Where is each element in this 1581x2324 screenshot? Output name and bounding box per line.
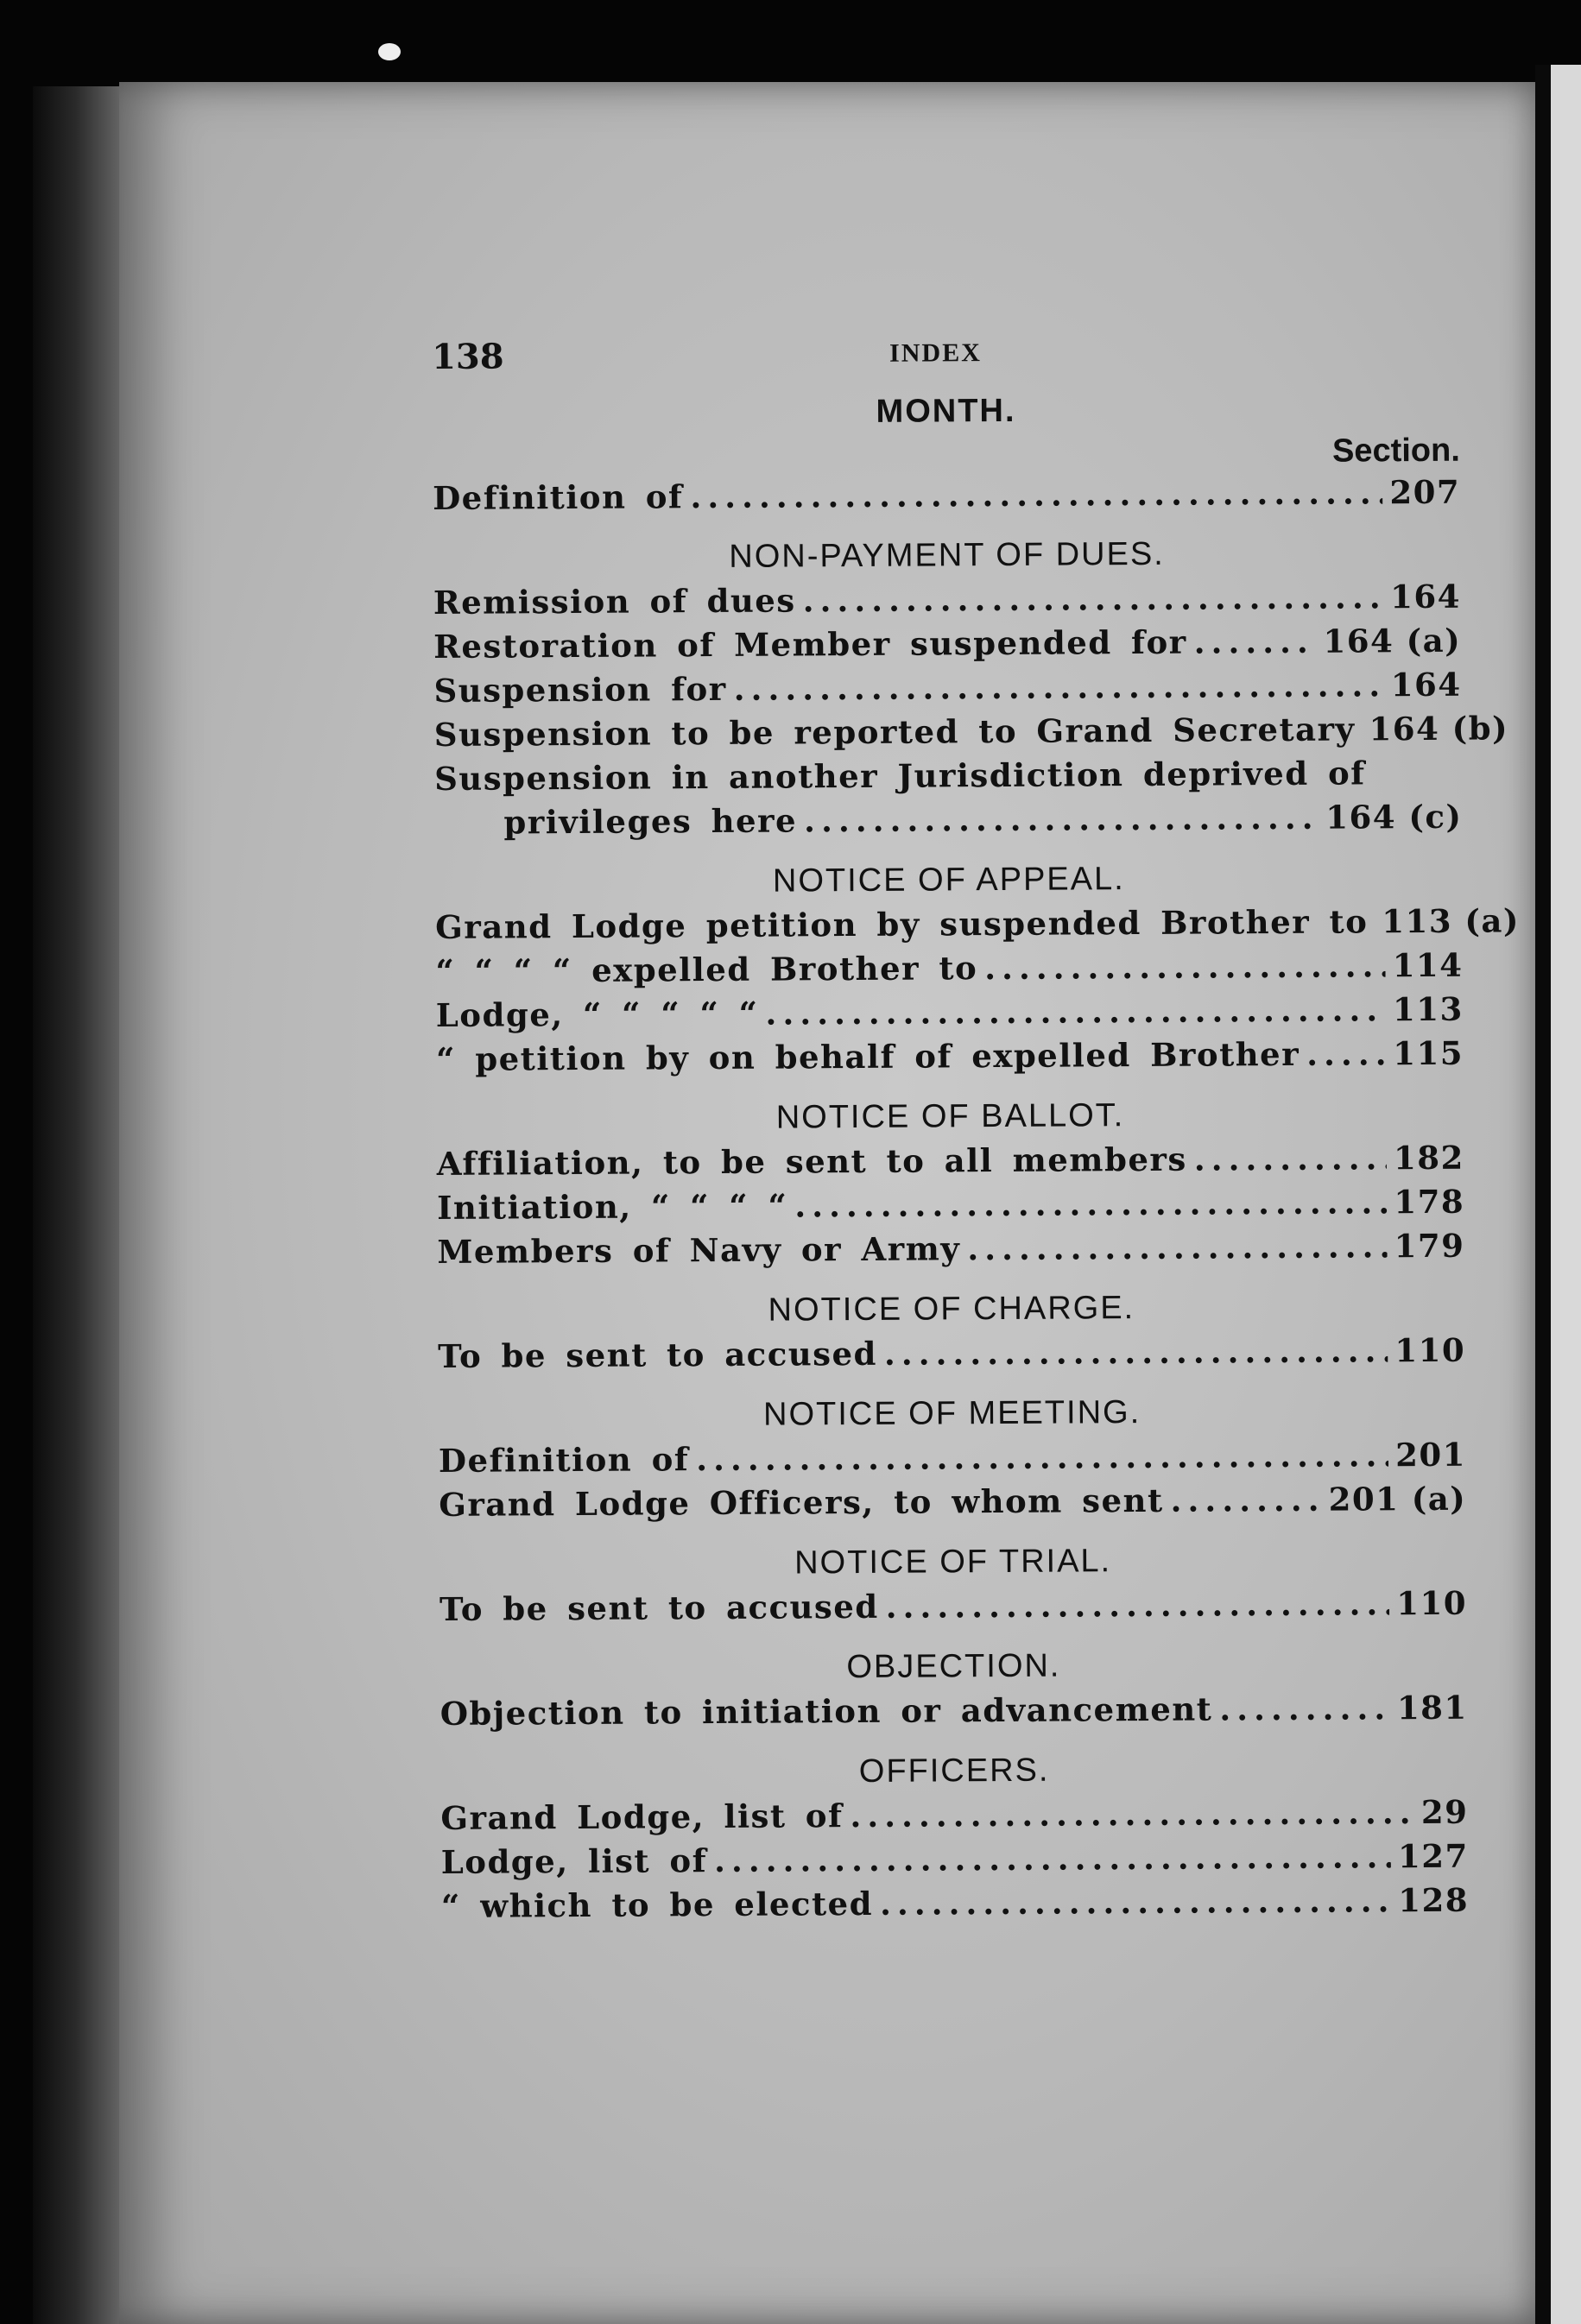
entry-label: Definition of: [438, 1440, 690, 1480]
index-entry: [441, 1879, 1469, 1929]
section-reference: 179: [1394, 1226, 1465, 1266]
entry-label: Lodge, list of: [440, 1841, 708, 1881]
section-reference: 164 (b): [1369, 709, 1509, 748]
entry-label: Suspension in another Jurisdiction deprived of: [433, 754, 1366, 798]
entry-label: Grand Lodge petition by suspended Brother to: [435, 902, 1369, 946]
index-entry: [434, 751, 1462, 801]
book-spine-shadow: [33, 86, 128, 2324]
group-heading: OBJECTION.: [846, 1647, 1061, 1686]
index-entry: [435, 944, 1463, 994]
index-group: [438, 1284, 1466, 1379]
dot-leader: [794, 1180, 1387, 1228]
section-reference: 207: [1389, 472, 1461, 512]
index-entry: [439, 1433, 1466, 1483]
dot-leader: [804, 796, 1319, 843]
group-heading: NOTICE OF BALLOT.: [775, 1097, 1125, 1136]
entry-label: Grand Lodge Officers, to whom sent: [439, 1481, 1164, 1524]
dot-leader: [803, 575, 1384, 622]
dot-leader: [1219, 1686, 1390, 1731]
group-heading: OFFICERS.: [858, 1752, 1050, 1790]
section-reference: 114: [1392, 945, 1464, 985]
group-heading: MONTH.: [876, 392, 1016, 430]
index-entry: [433, 619, 1461, 669]
section-reference: 113: [1392, 989, 1464, 1029]
group-heading: NOTICE OF CHARGE.: [768, 1290, 1135, 1329]
index-entry: [440, 1582, 1467, 1632]
dot-leader: [734, 663, 1384, 711]
section-reference: 201: [1395, 1435, 1467, 1475]
index-entry: [440, 1686, 1468, 1736]
dot-leader: [714, 1835, 1391, 1883]
index-group: [440, 1746, 1469, 1929]
index-entry: [433, 707, 1509, 757]
section-reference: 110: [1396, 1583, 1468, 1623]
section-reference: 164: [1389, 577, 1461, 616]
dot-leader: [696, 1433, 1388, 1481]
index-group: [438, 1388, 1466, 1527]
entry-label: privileges here: [503, 801, 798, 842]
index-entry: [435, 900, 1521, 950]
entry-label: Definition of: [433, 477, 684, 517]
adjacent-page-edge: [1551, 65, 1581, 2324]
section-reference: 181: [1396, 1688, 1468, 1727]
dot-leader: [1306, 1032, 1387, 1077]
section-reference: 164 (c): [1325, 797, 1463, 837]
dot-leader: [880, 1879, 1392, 1926]
entry-label: Grand Lodge, list of: [440, 1797, 844, 1837]
index-entry: [437, 1224, 1464, 1274]
entry-label: To be sent to accused: [439, 1587, 879, 1628]
entry-label: Lodge, “ “ “ “ “: [435, 994, 759, 1034]
dot-leader: [690, 470, 1382, 519]
dot-leader: [984, 944, 1386, 990]
entry-label: “ petition by on behalf of expelled Brother: [435, 1034, 1300, 1078]
index-group: [432, 386, 1460, 521]
index-entry: [437, 1180, 1464, 1230]
index-entry: [440, 1790, 1468, 1841]
section-reference: 201 (a): [1328, 1479, 1467, 1519]
section-column-label: Section.: [1331, 432, 1460, 470]
entry-label: Affiliation, to be sent to all members: [436, 1140, 1187, 1183]
entry-label: Restoration of Member suspended for: [433, 622, 1187, 666]
page-gutter: [1535, 65, 1551, 2324]
dot-leader: [1170, 1478, 1321, 1523]
section-reference: 182: [1393, 1138, 1464, 1178]
index-entry: [434, 795, 1462, 845]
page-number: 138: [432, 336, 504, 377]
entry-label: Members of Navy or Army: [437, 1229, 961, 1271]
entry-label: Initiation, “ “ “ “: [437, 1186, 788, 1227]
index-group: [435, 855, 1521, 1082]
section-reference: 113 (a): [1382, 901, 1521, 941]
index-entry: [433, 663, 1461, 713]
index-entry: [436, 988, 1464, 1038]
entry-label: To be sent to accused: [438, 1334, 878, 1375]
index-group: [440, 1537, 1468, 1632]
index-entry: [436, 1032, 1464, 1082]
section-reference: 29: [1420, 1792, 1469, 1832]
section-reference: 128: [1398, 1880, 1470, 1920]
page-header: [432, 331, 1459, 392]
section-reference: 178: [1394, 1182, 1465, 1222]
dot-leader: [1194, 620, 1317, 665]
running-title: INDEX: [889, 338, 982, 368]
index-group: [440, 1641, 1468, 1736]
index-entry: [441, 1835, 1469, 1885]
index-entry: [437, 1136, 1464, 1186]
entry-label: “ which to be elected: [440, 1884, 874, 1925]
dot-leader: [886, 1582, 1390, 1629]
index-groups: [432, 386, 1521, 1929]
dot-leader: [765, 988, 1386, 1035]
entry-label: Suspension to be reported to Grand Secretary: [433, 710, 1356, 754]
dot-leader: [884, 1329, 1388, 1376]
index-group: [436, 1091, 1464, 1274]
index-entry: [438, 1329, 1465, 1379]
dot-leader: [850, 1790, 1414, 1838]
index-entry: [433, 470, 1460, 521]
section-reference: 127: [1397, 1836, 1469, 1876]
section-reference: 110: [1394, 1330, 1466, 1370]
entry-label: Suspension for: [433, 669, 727, 710]
group-heading: NON-PAYMENT OF DUES.: [729, 535, 1165, 575]
index-entry: [439, 1477, 1466, 1527]
entry-label: Objection to initiation or advancement: [440, 1689, 1213, 1733]
group-heading: NOTICE OF TRIAL.: [794, 1543, 1112, 1582]
entry-label: Remission of dues: [433, 581, 796, 622]
group-heading: NOTICE OF MEETING.: [762, 1394, 1141, 1433]
section-reference: 164 (a): [1323, 621, 1462, 660]
section-reference: 164: [1390, 665, 1462, 704]
section-reference: 115: [1393, 1033, 1464, 1073]
group-heading: NOTICE OF APPEAL.: [772, 861, 1125, 900]
dot-leader: [1194, 1136, 1388, 1181]
dot-leader: [967, 1224, 1388, 1271]
index-content: [432, 331, 1521, 1944]
dust-speck: [378, 43, 401, 60]
index-group: [433, 530, 1509, 845]
entry-label: “ “ “ “ expelled Brother to: [435, 949, 978, 990]
index-entry: [433, 575, 1461, 625]
